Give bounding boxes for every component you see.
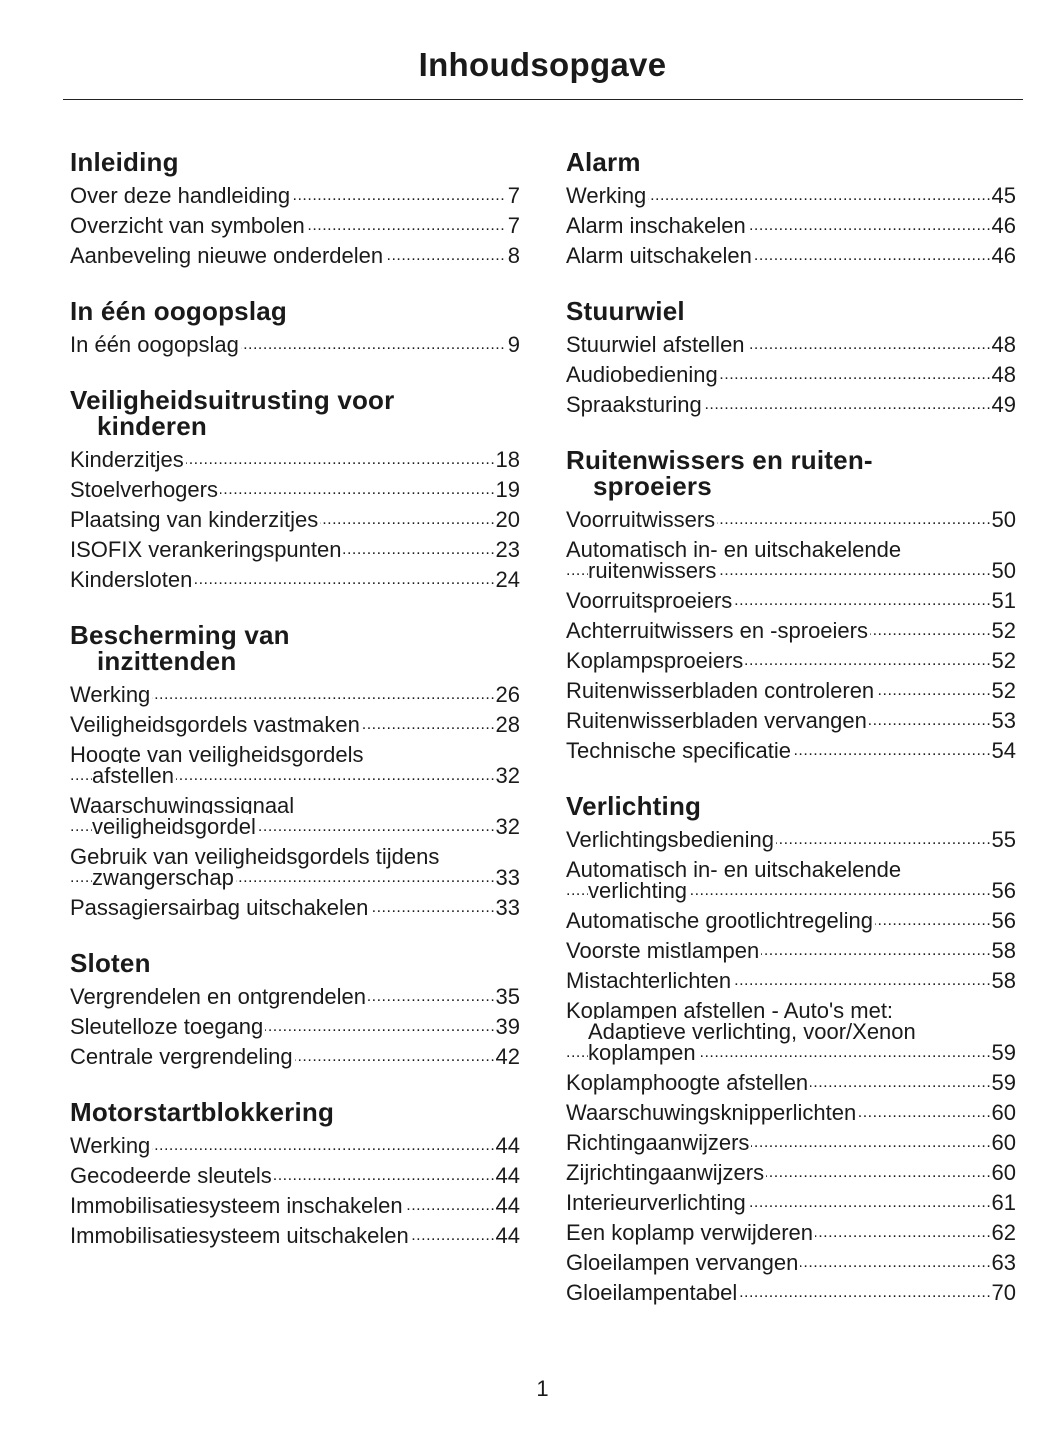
toc-entry[interactable]	[566, 735, 1016, 765]
toc-section	[70, 297, 520, 359]
entry-title: Stuurwiel afstellen	[566, 331, 745, 357]
toc-entry[interactable]	[566, 1157, 1016, 1187]
entry-title: Werking	[70, 1132, 151, 1158]
toc-entry[interactable]	[70, 1041, 520, 1071]
entry-title: Gloeilampen vervangen	[566, 1249, 799, 1275]
toc-entry[interactable]	[566, 854, 1016, 905]
toc-section	[70, 386, 520, 594]
entry-page-number: 7	[507, 182, 520, 208]
entry-title: ISOFIX verankeringspunten	[70, 536, 342, 562]
entry-title: Sleutelloze toegang	[70, 1013, 264, 1039]
toc-entry[interactable]	[70, 474, 520, 504]
toc-entry[interactable]	[566, 905, 1016, 935]
toc-entry[interactable]	[566, 1127, 1016, 1157]
page-number: 1	[536, 1376, 549, 1401]
entry-page-number: 48	[991, 331, 1016, 357]
entry-title: Over deze handleiding	[70, 182, 291, 208]
toc-section	[566, 446, 1016, 765]
entry-page-number: 7	[507, 212, 520, 238]
entry-page-number: 59	[991, 1039, 1016, 1065]
entry-page-number: 44	[495, 1162, 520, 1188]
entry-page-number: 20	[495, 506, 520, 532]
entry-page-number: 8	[507, 242, 520, 268]
entry-title: In één oogopslag	[70, 331, 239, 357]
entry-title: Richtingaanwijzers	[566, 1129, 750, 1155]
entry-title: Alarm inschakelen	[566, 212, 746, 238]
toc-entry[interactable]	[70, 1011, 520, 1041]
entry-title: Gebruik van veiligheidsgordels tijdens zwangerschap	[70, 843, 440, 890]
entry-page-number: 45	[991, 182, 1016, 208]
entry-title: Plaatsing van kinderzitjes	[70, 506, 319, 532]
entry-page-number: 55	[991, 826, 1016, 852]
entry-title: Mistachterlichten	[566, 967, 732, 993]
entry-page-number: 32	[495, 762, 520, 788]
toc-entry[interactable]	[70, 1130, 520, 1160]
entry-page-number: 24	[495, 566, 520, 592]
entry-page-number: 44	[495, 1192, 520, 1218]
entry-page-number: 62	[991, 1219, 1016, 1245]
entry-page-number: 58	[991, 967, 1016, 993]
section-heading[interactable]: Bescherming van inzittenden	[70, 620, 290, 676]
toc-section	[566, 148, 1016, 270]
entry-page-number: 60	[991, 1129, 1016, 1155]
entry-page-number: 49	[991, 391, 1016, 417]
toc-section	[70, 1098, 520, 1250]
entry-page-number: 56	[991, 877, 1016, 903]
entry-title: Werking	[70, 681, 151, 707]
toc-entry[interactable]	[70, 1160, 520, 1190]
toc-entry[interactable]	[566, 359, 1016, 389]
entry-title: Koplamphoogte afstellen	[566, 1069, 809, 1095]
entry-title: Werking	[566, 182, 647, 208]
toc-entry[interactable]	[566, 675, 1016, 705]
toc-entry[interactable]	[70, 709, 520, 739]
entry-title: Automatische grootlichtregeling	[566, 907, 873, 933]
toc-entry[interactable]	[70, 1190, 520, 1220]
toc-entry[interactable]	[566, 645, 1016, 675]
entry-title: Koplampen afstellen - Auto's met: Adaptieve verlichting, voor/Xenon koplampen	[566, 997, 916, 1065]
section-heading[interactable]: Sloten	[70, 948, 151, 978]
entry-title: Voorste mistlampen	[566, 937, 760, 963]
entry-title: Overzicht van symbolen	[70, 212, 305, 238]
entry-title: Waarschuwingsknipperlichten	[566, 1099, 857, 1125]
toc-section	[566, 297, 1016, 419]
entry-page-number: 39	[495, 1013, 520, 1039]
toc-entry[interactable]	[566, 585, 1016, 615]
toc-entry[interactable]	[70, 1220, 520, 1250]
entry-title: Veiligheidsgordels vastmaken	[70, 711, 360, 737]
entry-title: Ruitenwisserbladen controleren	[566, 677, 875, 703]
entry-title: Ruitenwisserbladen vervangen	[566, 707, 867, 733]
entry-page-number: 48	[991, 361, 1016, 387]
entry-page-number: 33	[495, 864, 520, 890]
toc-entry[interactable]	[566, 965, 1016, 995]
toc-entry[interactable]	[566, 995, 1016, 1067]
entry-page-number: 52	[991, 677, 1016, 703]
entry-page-number: 44	[495, 1132, 520, 1158]
entry-title: Centrale vergrendeling	[70, 1043, 293, 1069]
entry-page-number: 33	[495, 894, 520, 920]
section-heading[interactable]: Alarm	[566, 147, 641, 177]
section-heading[interactable]: Motorstartblokkering	[70, 1097, 335, 1127]
entry-title: Technische specificatie	[566, 737, 792, 763]
toc-section	[70, 949, 520, 1071]
toc-entry[interactable]	[566, 1247, 1016, 1277]
toc-left-column	[70, 148, 520, 1250]
entry-title: Koplampsproeiers	[566, 647, 744, 673]
entry-title: Stoelverhogers	[70, 476, 218, 502]
section-heading[interactable]: Inleiding	[70, 147, 179, 177]
entry-title: Automatisch in- en uitschakelende verlichting	[566, 856, 902, 903]
entry-title: Hoogte van veiligheidsgordels afstellen	[70, 741, 364, 788]
toc-entry[interactable]	[70, 329, 520, 359]
toc-entry[interactable]	[566, 329, 1016, 359]
entry-title: Een koplamp verwijderen	[566, 1219, 814, 1245]
entry-title: Voorruitsproeiers	[566, 587, 733, 613]
toc-entry[interactable]	[566, 504, 1016, 534]
entry-page-number: 42	[495, 1043, 520, 1069]
section-heading[interactable]: Ruitenwissers en ruiten- sproeiers	[566, 445, 873, 501]
entry-title: Aanbeveling nieuwe onderdelen	[70, 242, 384, 268]
toc-entry[interactable]	[566, 1097, 1016, 1127]
toc-entry[interactable]	[70, 981, 520, 1011]
entry-page-number: 18	[495, 446, 520, 472]
entry-page-number: 44	[495, 1222, 520, 1248]
entry-page-number: 52	[991, 647, 1016, 673]
toc-entry[interactable]	[70, 240, 520, 270]
entry-title: Immobilisatiesysteem inschakelen	[70, 1192, 403, 1218]
section-heading[interactable]: Veiligheidsuitrusting voor kinderen	[70, 385, 395, 441]
entry-title: Waarschuwingssignaal veiligheidsgordel	[70, 792, 295, 839]
toc-entry[interactable]	[566, 1067, 1016, 1097]
toc-entry[interactable]	[566, 240, 1016, 270]
toc-entry[interactable]	[70, 790, 520, 841]
entry-page-number: 51	[991, 587, 1016, 613]
entry-title: Interieurverlichting	[566, 1189, 746, 1215]
toc-entry[interactable]	[566, 935, 1016, 965]
entry-page-number: 9	[507, 331, 520, 357]
entry-title: Automatisch in- en uitschakelende ruitenwissers	[566, 536, 902, 583]
entry-page-number: 58	[991, 937, 1016, 963]
entry-page-number: 63	[991, 1249, 1016, 1275]
entry-title: Spraaksturing	[566, 391, 702, 417]
toc-entry[interactable]	[566, 1217, 1016, 1247]
entry-page-number: 26	[495, 681, 520, 707]
section-heading[interactable]: Stuurwiel	[566, 296, 685, 326]
toc-entry[interactable]	[566, 180, 1016, 210]
entry-title: Gloeilampentabel	[566, 1279, 738, 1305]
toc-right-column	[566, 148, 1016, 1307]
toc-entry[interactable]	[70, 892, 520, 922]
toc-entry[interactable]	[566, 1277, 1016, 1307]
entry-title: Vergrendelen en ontgrendelen	[70, 983, 367, 1009]
entry-page-number: 28	[495, 711, 520, 737]
toc-entry[interactable]	[566, 824, 1016, 854]
entry-title: Passagiersairbag uitschakelen	[70, 894, 369, 920]
toc-entry[interactable]	[70, 534, 520, 564]
entry-page-number: 59	[991, 1069, 1016, 1095]
toc-entry[interactable]	[566, 615, 1016, 645]
entry-page-number: 56	[991, 907, 1016, 933]
entry-page-number: 50	[991, 557, 1016, 583]
entry-title: Alarm uitschakelen	[566, 242, 752, 268]
entry-title: Immobilisatiesysteem uitschakelen	[70, 1222, 409, 1248]
toc-entry[interactable]	[70, 504, 520, 534]
entry-page-number: 19	[495, 476, 520, 502]
toc-entry[interactable]	[70, 444, 520, 474]
entry-page-number: 52	[991, 617, 1016, 643]
toc-entry[interactable]	[566, 534, 1016, 585]
entry-title: Kindersloten	[70, 566, 193, 592]
toc-entry[interactable]	[70, 210, 520, 240]
entry-page-number: 54	[991, 737, 1016, 763]
toc-entry[interactable]	[70, 180, 520, 210]
title-divider	[63, 99, 1023, 100]
entry-page-number: 70	[991, 1279, 1016, 1305]
toc-entry[interactable]	[70, 564, 520, 594]
entry-page-number: 60	[991, 1099, 1016, 1125]
toc-entry[interactable]	[70, 841, 520, 892]
entry-page-number: 23	[495, 536, 520, 562]
toc-entry[interactable]	[566, 705, 1016, 735]
entry-title: Gecodeerde sleutels	[70, 1162, 272, 1188]
entry-title: Achterruitwissers en -sproeiers	[566, 617, 868, 643]
section-heading[interactable]: Verlichting	[566, 791, 702, 821]
entry-title: Voorruitwissers	[566, 506, 716, 532]
toc-entry[interactable]	[566, 1187, 1016, 1217]
entry-page-number: 35	[495, 983, 520, 1009]
toc-entry[interactable]	[70, 739, 520, 790]
toc-section	[70, 148, 520, 270]
toc-section	[70, 621, 520, 922]
entry-page-number: 32	[495, 813, 520, 839]
entry-title: Audiobediening	[566, 361, 718, 387]
section-heading[interactable]: In één oogopslag	[70, 296, 287, 326]
toc-entry[interactable]	[566, 389, 1016, 419]
entry-page-number: 61	[991, 1189, 1016, 1215]
toc-entry[interactable]	[566, 210, 1016, 240]
entry-page-number: 46	[991, 212, 1016, 238]
entry-title: Zijrichtingaanwijzers	[566, 1159, 765, 1185]
entry-page-number: 50	[991, 506, 1016, 532]
entry-title: Kinderzitjes	[70, 446, 184, 472]
entry-title: Verlichtingsbediening	[566, 826, 774, 852]
entry-page-number: 53	[991, 707, 1016, 733]
toc-entry[interactable]	[70, 679, 520, 709]
entry-page-number: 46	[991, 242, 1016, 268]
entry-page-number: 60	[991, 1159, 1016, 1185]
toc-section	[566, 792, 1016, 1307]
page-title: Inhoudsopgave	[418, 46, 667, 83]
